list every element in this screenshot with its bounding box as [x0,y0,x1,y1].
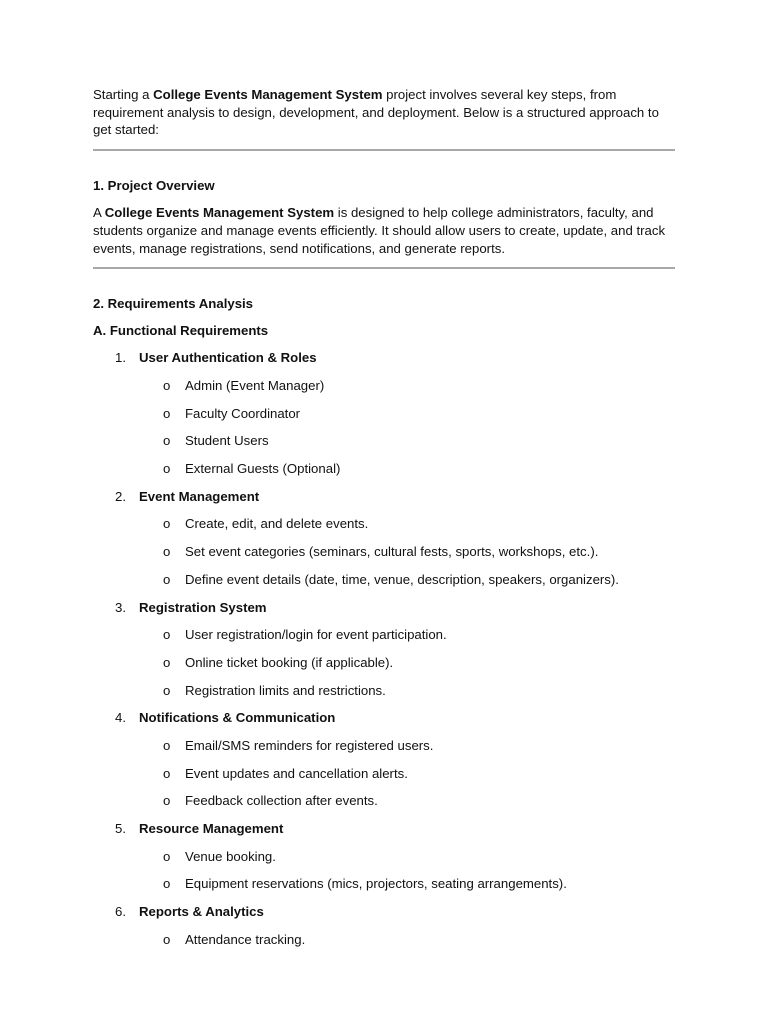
bullet-text: Feedback collection after events. [185,793,378,809]
bullet-marker: o [163,876,171,892]
overview-heading: 1. Project Overview [93,177,215,193]
item-title: User Authentication & Roles [139,350,317,366]
bullet-text: Define event details (date, time, venue, description, speakers, organizers). [185,571,619,587]
bullet-item [93,432,675,460]
intro-suffix: project involves several key steps, from requirement analysis to design, development, and deployment. Below is a structured approach to get started: [93,87,659,138]
item-number: 5. [115,821,126,837]
bullet-marker: o [163,793,171,809]
overview-bold-title: College Events Management System [104,205,335,221]
item-title: Registration System [139,599,267,615]
bullet-item [93,765,675,793]
bullet-marker: o [163,516,171,532]
requirements-heading: 2. Requirements Analysis [93,296,254,312]
bullet-item [93,792,675,820]
bullet-item [93,682,675,710]
numbered-item [93,599,675,627]
bullet-marker: o [163,433,171,449]
numbered-item [93,903,675,931]
horizontal-rule [93,267,675,269]
bullet-text: Create, edit, and delete events. [185,516,369,532]
numbered-item [93,820,675,848]
item-title: Resource Management [139,821,284,837]
item-title: Notifications & Communication [139,710,336,726]
overview-prefix: A [93,205,105,221]
bullet-text: Venue booking. [185,848,276,864]
item-number: 3. [115,599,126,615]
item-number: 4. [115,710,126,726]
bullet-item [93,848,675,876]
bullet-marker: o [163,931,171,947]
bullet-marker: o [163,737,171,753]
bullet-item [93,737,675,765]
bullet-marker: o [163,654,171,670]
numbered-item [93,488,675,516]
bullet-item [93,515,675,543]
bullet-text: External Guests (Optional) [185,461,341,477]
bullet-text: Equipment reservations (mics, projectors, seating arrangements). [185,876,567,892]
bullet-marker: o [163,378,171,394]
bullet-text: Event updates and cancellation alerts. [185,765,408,781]
item-title: Event Management [139,488,260,504]
bullet-item [93,875,675,903]
bullet-marker: o [163,682,171,698]
bullet-text: User registration/login for event participation. [185,627,447,643]
item-number: 2. [115,488,126,504]
overview-paragraph [93,204,675,257]
item-number: 6. [115,904,126,920]
intro-paragraph [93,86,675,139]
bullet-marker: o [163,848,171,864]
numbered-item [93,709,675,737]
bullet-text: Registration limits and restrictions. [185,682,386,698]
bullet-item [93,405,675,433]
bullet-item [93,571,675,599]
bullet-item [93,931,675,959]
bullet-marker: o [163,461,171,477]
requirements-list [93,349,675,958]
overview-suffix: is designed to help college administrators, faculty, and students organize and manage events efficiently. It should allow users to create, update, and track events, manage registrations, send notifications, and generate reports. [93,205,666,256]
bullet-marker: o [163,571,171,587]
bullet-item [93,626,675,654]
bullet-text: Attendance tracking. [185,931,306,947]
bullet-text: Admin (Event Manager) [185,378,325,394]
bullet-text: Student Users [185,433,269,449]
numbered-item [93,349,675,377]
document-page [93,86,675,958]
item-title: Reports & Analytics [139,904,264,920]
bullet-text: Email/SMS reminders for registered users. [185,737,434,753]
intro-prefix: Starting a [93,87,154,102]
bullet-item [93,543,675,571]
intro-bold-title: College Events Management System [153,87,383,102]
horizontal-rule [93,149,675,151]
bullet-marker: o [163,765,171,781]
bullet-item [93,377,675,405]
bullet-text: Online ticket booking (if applicable). [185,654,394,670]
bullet-item [93,654,675,682]
bullet-text: Faculty Coordinator [185,405,301,421]
bullet-text: Set event categories (seminars, cultural fests, sports, workshops, etc.). [185,544,599,560]
bullet-marker: o [163,544,171,560]
bullet-item [93,460,675,488]
functional-requirements-subheading: A. Functional Requirements [93,322,269,338]
bullet-marker: o [163,627,171,643]
item-number: 1. [115,350,126,366]
bullet-marker: o [163,405,171,421]
